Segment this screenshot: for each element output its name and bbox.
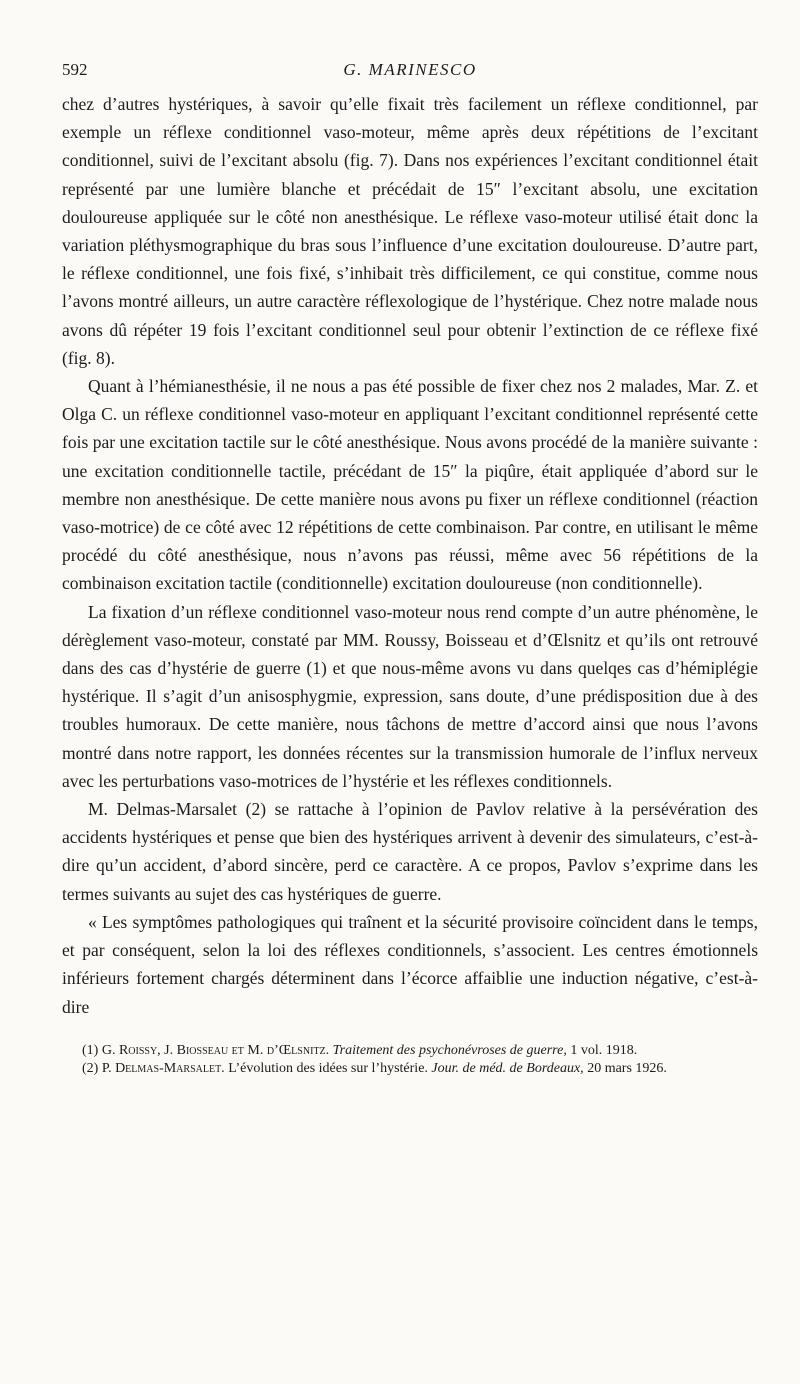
footnote-2 bbox=[62, 1061, 758, 1078]
footnote-authors: G. Roissy, J. Biosseau et M. d’Œlsnitz. bbox=[101, 1042, 330, 1058]
paragraph: Quant à l’hémianesthésie, il ne nous a pas été possible de fixer chez nos 2 malades, Mar. Z. et Olga C. un réflexe conditionnel vaso-moteur en appliquant l’excitant conditionnel représenté cette fois par une excitation tactile sur le côté anesthésique. Nous avons procédé de la manière suivante : une excitation conditionnelle tactile, précédant de 15″ la piqûre, était appliquée d’abord sur le membre non anesthésique. De cette manière nous avons pu fixer un réflexe conditionnel (réaction vaso-motrice) de ce côté avec 12 répétitions de cette combinaison. Par contre, en utilisant le même procédé du côté anesthésique, nous n’avons pas réussi, même avec 56 répétitions de la combinaison excitation tactile (conditionnelle) excitation douloureuse (non conditionnelle). bbox=[62, 376, 758, 594]
footnote-title: Traitement des psychonévroses de guerre, bbox=[332, 1042, 567, 1058]
paragraph: M. Delmas-Marsalet (2) se rattache à l’opinion de Pavlov relative à la persévération des accidents hystériques et pense que bien des hystériques arrivent à devenir des simulateurs, c’est-à-dire qu’un accident, d’abord sincère, perd ce caractère. A ce propos, Pavlov s’exprime dans les termes suivants au sujet des cas hystériques de guerre. bbox=[62, 799, 758, 904]
paragraph-continued: chez d’autres hystériques, à savoir qu’elle fixait très facilement un réflexe conditionnel, par exemple un réflexe conditionnel vaso-moteur, même après deux répétitions de l’excitant conditionnel, suivi de l’excitant absolu (fig. 7). Dans nos expériences l’excitant conditionnel était représenté par une lumière blanche et précédait de 15″ l’excitant absolu, une excitation douloureuse appliquée sur le côté non anesthésique. Le réflexe vaso-moteur utilisé était donc la variation pléthysmographique du bras sous l’influence d’une excitation douloureuse. D’autre part, le réflexe conditionnel, une fois fixé, s’inhibait très difficilement, ce qui constitue, comme nous l’avons montré ailleurs, un autre caractère réflexologique de l’hystérique. Chez notre malade nous avons dû répéter 19 fois l’excitant conditionnel seul pour obtenir l’extinction de ce réflexe fixé (fig. 8). bbox=[62, 94, 758, 368]
book-page bbox=[62, 60, 758, 1080]
body-text bbox=[62, 90, 758, 1021]
footnote-marker: (2) bbox=[82, 1061, 99, 1077]
footnote-rest: 20 mars 1926. bbox=[587, 1061, 667, 1077]
footnote-rest: 1 vol. 1918. bbox=[570, 1042, 638, 1058]
footnote-text: L’évolution des idées sur l’hystérie. bbox=[228, 1061, 428, 1077]
footnote-journal: Jour. de méd. de Bordeaux, bbox=[431, 1061, 584, 1077]
running-head-author: G. MARINESCO bbox=[343, 60, 477, 79]
paragraph: « Les symptômes pathologiques qui traînent et la sécurité provisoire coïncident dans le temps, et par conséquent, selon la loi des réflexes conditionnels, s’associent. Les centres émotionnels inférieurs fortement chargés déterminent dans l’écorce affaiblie une induction négative, c’est-à-dire bbox=[62, 911, 758, 1017]
footnotes bbox=[62, 1043, 758, 1078]
paragraph: La fixation d’un réflexe conditionnel vaso-moteur nous rend compte d’un autre phénomène, le dérèglement vaso-moteur, constaté par MM. Roussy, Boisseau et d’Œlsnitz et qu’ils ont retrouvé dans des cas d’hystérie de guerre (1) et que nous-même avons vu dans quelqes cas d’hémiplégie hystérique. Il s’agit d’un anisosphygmie, expression, sans doute, d’une prédisposition due à des troubles humoraux. De cette manière, nous tâchons de mettre d’accord ainsi que nous l’avons montré dans notre rapport, les données récentes sur la transmission humorale de l’influx nerveux avec les perturbations vaso-motrices de l’hystérie et les réflexes conditionnels. bbox=[62, 601, 758, 791]
footnote-1 bbox=[62, 1043, 758, 1060]
page-number: 592 bbox=[62, 60, 88, 79]
running-head bbox=[62, 60, 758, 90]
footnote-marker: (1) bbox=[82, 1042, 99, 1058]
footnote-authors: P. Delmas-Marsalet. bbox=[101, 1061, 225, 1077]
